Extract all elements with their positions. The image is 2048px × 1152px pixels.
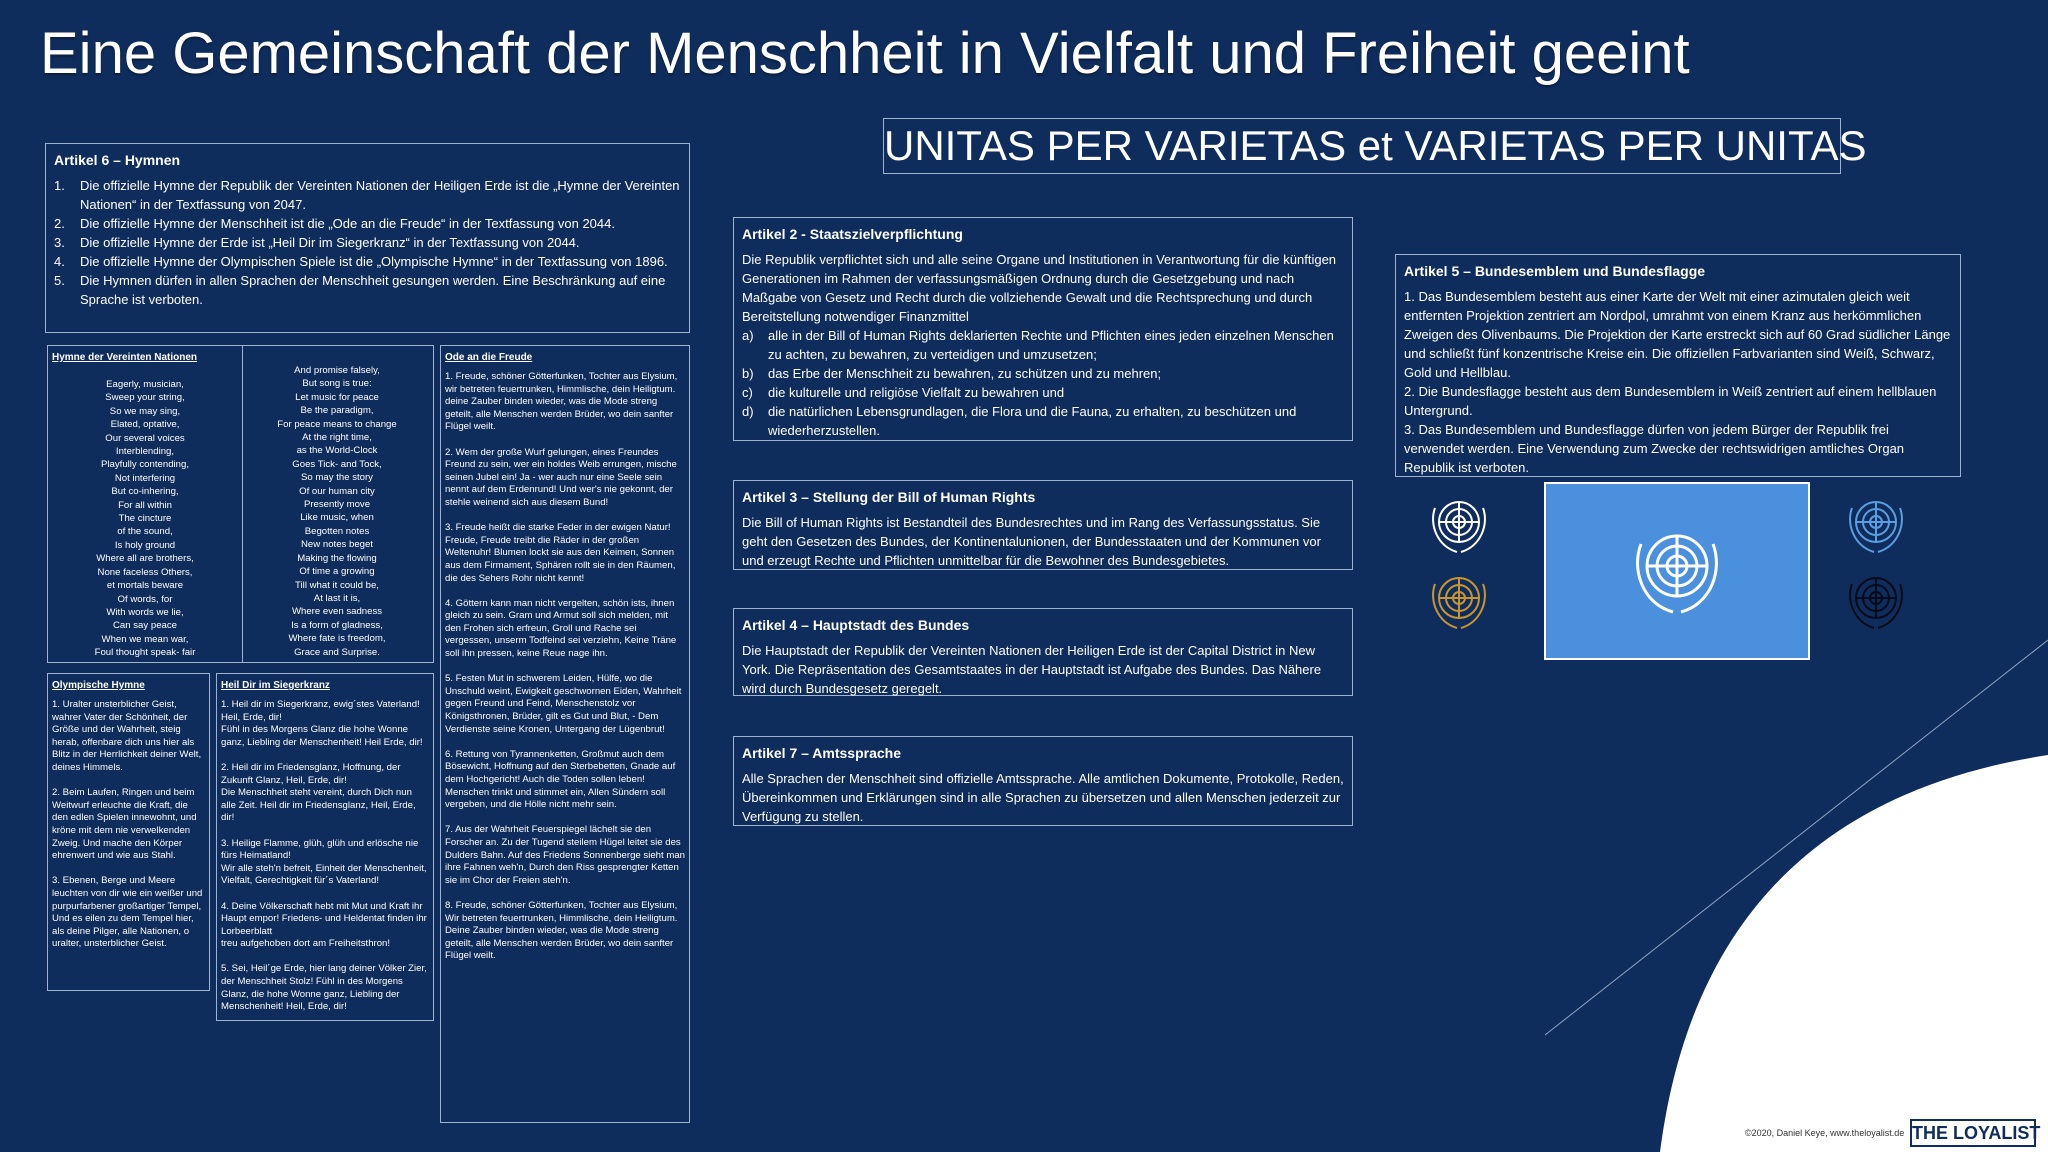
un-emblem-black-icon	[1838, 568, 1914, 634]
article-2-intro: Die Republik verpflichtet sich und alle seine Organe und Institutionen in Verantwortung für die künftigen Generationen im Rahmen der verfassungsmäßigen Ordnung durch die Gesetzgebung und nach Maßgabe von Gesetz und Recht durch die vollziehende Gewalt und die Rechtsprechung und durch Bereitstellung notwendiger Finanzmittel	[742, 252, 1337, 324]
heil-hymn-text: 1. Heil dir im Siegerkranz, ewig´stes Vaterland! Heil, Erde, dir! Fühl in des Morgens Glanz die hohe Wonne ganz, Liebling der Menschenheit! Heil Erde, dir! 2. Heil dir im Friedensglanz, Hoffnung, der Zukunft Glanz, Heil, Erde, dir! Die Menschheit steht vereint, durch Dich nun alle Zeit. Heil dir im Friedensglanz, Heil, Erde, dir! 3. Heilige Flamme, glüh, glüh und erlösche nie fürs Heimatland! Wir alle steh'n befreit, Einheit der Menschenheit, Vielfalt, Gerechtigkeit für´s Vaterland! 4. Deine Völkerschaft hebt mit Mut und Kraft ihr Haupt empor! Friedens- und Heldentat finden ihr Lorbeerblatt treu aufgehoben dort am Freiheitsthron! 5. Sei, Heil´ge Erde, hier lang deiner Völker Zier, der Menschheit Stolz! Fühl in des Morgens Glanz, die hohe Wonne ganz, Liebling der Menschenheit! Heil, Erde, dir!	[221, 699, 427, 1013]
un-hymn-box	[47, 345, 434, 663]
article-5-box	[1395, 254, 1961, 477]
motto-banner: UNITAS PER VARIETAS et VARIETAS PER UNITAS	[883, 118, 1841, 174]
olympic-hymn-text: 1. Uralter unsterblicher Geist, wahrer Vater der Schönheit, der Größe und der Wahrheit, steig herab, offenbare dich uns hier als Blitz in der Herrlichkeit deiner Welt, deines Himmels. 2. Beim Laufen, Ringen und beim Weitwurf erleuchte die Kraft, die den edlen Spielen innewohnt, und kröne mit dem nie verwelkenden Zweig. Und mache den Körper ehrenwert und wie aus Stahl. 3. Ebenen, Berge und Meere leuchten von dir wie ein weißer und purpurfarbener großartiger Tempel, Und es eilen zu dem Tempel hier, als deine Pilger, alle Nationen, o uralter, unsterblicher Geist.	[52, 699, 203, 950]
article-6-box	[45, 143, 690, 333]
list-item: 5. Die Hymnen dürfen in allen Sprachen der Menschheit gesungen werden. Eine Beschränkung auf eine Sprache ist verboten.	[54, 273, 666, 307]
article-6-list	[54, 176, 681, 309]
olympic-hymn-box	[47, 673, 210, 991]
page-title: Eine Gemeinschaft der Menschheit in Vielfalt und Freiheit geeint	[40, 21, 1690, 86]
ode-box	[440, 345, 690, 1123]
article-7-text: Alle Sprachen der Menschheit sind offizielle Amtssprache. Alle amtlichen Dokumente, Protokolle, Reden, Übereinkommen und Erklärungen sind in alle Sprachen zu übersetzen und allen Menschen jederzeit zur Verfügung zu stellen.	[742, 771, 1344, 824]
federal-flag	[1544, 482, 1810, 660]
article-3-text: Die Bill of Human Rights ist Bestandteil des Bundesrechtes und im Rang des Verfassungsstatus. Sie geht den Gesetzen des Bundes, der Kontinentalunionen, der Bundesstaaten und der Kommunen vor und erzeugt Rechte und Pflichten unmittelbar für die Bewohner des Bundesgebietes.	[742, 515, 1321, 568]
article-3-heading: Artikel 3 – Stellung der Bill of Human Rights	[742, 489, 1036, 505]
article-4-text: Die Hauptstadt der Republik der Vereinten Nationen der Heiligen Erde ist der Capital District in New York. Die Repräsentation des Gesamtstaates in der Hauptstadt ist Aufgabe des Bundes. Das Nähere wird durch Bundesgesetz geregelt.	[742, 643, 1322, 696]
article-2-box	[733, 217, 1353, 441]
heil-hymn-heading: Heil Dir im Siegerkranz	[221, 680, 330, 691]
list-item: 2. Die offizielle Hymne der Menschheit ist die „Ode an die Freude“ in der Textfassung von 2044.	[54, 216, 615, 231]
article-5-heading: Artikel 5 – Bundesemblem und Bundesflagge	[1404, 263, 1706, 279]
list-item: 4. Die offizielle Hymne der Olympischen Spiele ist die „Olympische Hymne“ in der Textfassung von 1896.	[54, 254, 668, 269]
list-item: a) alle in der Bill of Human Rights deklarierten Rechte und Pflichten eines jeden einzelnen Menschen zu achten, zu bewahren, zu verteidigen und umzusetzen;	[742, 328, 1334, 362]
article-3-box	[733, 480, 1353, 570]
article-6-heading: Artikel 6 – Hymnen	[54, 152, 181, 168]
article-4-box	[733, 608, 1353, 696]
list-item: d) die natürlichen Lebensgrundlagen, die Flora und die Fauna, zu erhalten, zu beschützen und wiederherzustellen.	[742, 404, 1297, 438]
list-item: b) das Erbe der Menschheit zu bewahren, zu schützen und zu mehren;	[742, 366, 1162, 381]
article-7-box	[733, 736, 1353, 826]
olympic-hymn-heading: Olympische Hymne	[52, 680, 145, 691]
list-item: 1. Die offizielle Hymne der Republik der Vereinten Nationen der Heiligen Erde ist die „Hymne der Vereinten Nationen“ in der Textfassung von 2047.	[54, 178, 680, 212]
article-7-heading: Artikel 7 – Amtssprache	[742, 745, 901, 761]
un-emblem-white-icon	[1421, 492, 1497, 558]
article-5-text: 1. Das Bundesemblem besteht aus einer Karte der Welt mit einer azimutalen gleich weit entfernten Projektion zentriert am Nordpol, umrahmt von einem Kranz aus herkömmlichen Zweigen des Olivenbaums. Die Projektion der Karte erstreckt sich auf 60 Grad südlicher Länge und schließt fünf konzentrische Kreise ein. Die offiziellen Farbvarianten sind Weiß, Schwarz, Gold und Hellblau. 2. Die Bundesflagge besteht aus dem Bundesemblem in Weiß zentriert auf einem hellblauen Untergrund. 3. Das Bundesemblem und Bundesflagge dürfen von jedem Bürger der Republik frei verwendet werden. Eine Verwendung zum Zwecke der rechtswidrigen amtliches Organ Republik ist verboten.	[1404, 289, 1951, 475]
list-item: 3. Die offizielle Hymne der Erde ist „Heil Dir im Siegerkranz“ in der Textfassung von 2044.	[54, 235, 580, 250]
article-2-heading: Artikel 2 - Staatszielverpflichtung	[742, 226, 963, 242]
ode-heading: Ode an die Freude	[445, 352, 533, 363]
heil-hymn-box	[216, 673, 434, 1021]
un-hymn-stanza-2: And promise falsely, But song is true: Let music for peace Be the paradigm, For peace means to change At the right time, as the World-Clock Goes Tick- and Tock, So may the story Of our human city Presently move Like music, when Begotten notes New notes beget Making the flowing Of time a growing Till what it could be, At last it is, Where even sadness Is a form of gladness, Where fate is freedom, Grace and Surprise.	[277, 365, 397, 658]
brand-logo: THE LOYALIST	[1910, 1119, 2036, 1147]
un-hymn-stanza-1: Eagerly, musician, Sweep your string, So we may sing, Elated, optative, Our several voices Interblending, Playfully contending, Not interfering But co-inhering, For all within The cincture of the sound, Is holy ground Where all are brothers, None faceless Others, et mortals beware Of words, for With words we lie, Can say peace When we mean war, Foul thought speak- fair	[94, 379, 196, 659]
un-hymn-heading: Hymne der Vereinten Nationen	[52, 352, 198, 363]
ode-text: 1. Freude, schöner Götterfunken, Tochter aus Elysium, wir betreten feuertrunken, Himmlische, dein Heiligtum. deine Zauber binden wieder, was die Mode streng geteilt, alle Menschen werden Brüder, wo dein sanfter Flügel weilt. 2. Wem der große Wurf gelungen, eines Freundes Freund zu sein, wer ein holdes Weib errungen, mische seinen Jubel ein! Ja - wer auch nur eine Seele sein nennt auf dem Erdenrund! Und wer's nie gekonnt, der stehle weinend sich aus diesem Bund! 3. Freude heißt die starke Feder in der ewigen Natur! Freude, Freude treibt die Räder in der großen Weltenuhr! Blumen lockt sie aus den Keimen, Sonnen aus dem Firmament, Sphären rollt sie in den Räumen, die des Sehers Rohr nicht kennt! 4. Göttern kann man nicht vergelten, schön ists, ihnen gleich zu sein. Gram und Armut soll sich melden, mit den Frohen sich erfreun, Groll und Rache sei vergessen, unserm Todfeind sei verziehn, Keine Träne soll ihn pressen, keine Reue nage ihn. 5. Festen Mut in schwerem Leiden, Hülfe, wo die Unschuld weint, Ewigkeit geschwornen Eiden, Wahrheit gegen Freund und Feind, Menschenstolz vor Königsthronen, Brüder, gilt es Gut und Blut, - Dem Verdienste seine Kronen, Untergang der Lügenbrut! 6. Rettung von Tyrannenketten, Großmut auch dem Bösewicht, Hoffnung auf den Sterbebetten, Gnade auf dem Hochgericht! Auch die Toden sollen leben! Menschen trinkt und stimmet ein, Allen Sündern soll vergeben, und die Hölle nicht mehr sein. 7. Aus der Wahrheit Feuerspiegel lächelt sie den Forscher an. Zu der Tugend steilem Hügel leitet sie des Dulders Bahn. Auf des Friedens Sonnenberge sieht man ihre Fahnen weh'n, Durch den Riss gesprengter Ketten sie im Chor der Freien steh'n. 8. Freude, schöner Götterfunken, Tochter aus Elysium, Wir betreten feuertrunken, Himmlische, dein Heiligtum. Deine Zauber binden wieder, was die Mode streng geteilt, alle Menschen werden Brüder, wo dein sanfter Flügel weilt.	[445, 371, 685, 962]
un-emblem-light-blue-icon	[1838, 492, 1914, 558]
list-item: c) die kulturelle und religiöse Vielfalt zu bewahren und	[742, 385, 1065, 400]
un-emblem-gold-icon	[1421, 568, 1497, 634]
copyright-notice: ©2020, Daniel Keye, www.theloyalist.de	[1745, 1128, 1905, 1138]
article-4-heading: Artikel 4 – Hauptstadt des Bundes	[742, 617, 970, 633]
article-2-list	[742, 326, 1344, 440]
un-emblem-flag-icon	[1621, 524, 1733, 618]
